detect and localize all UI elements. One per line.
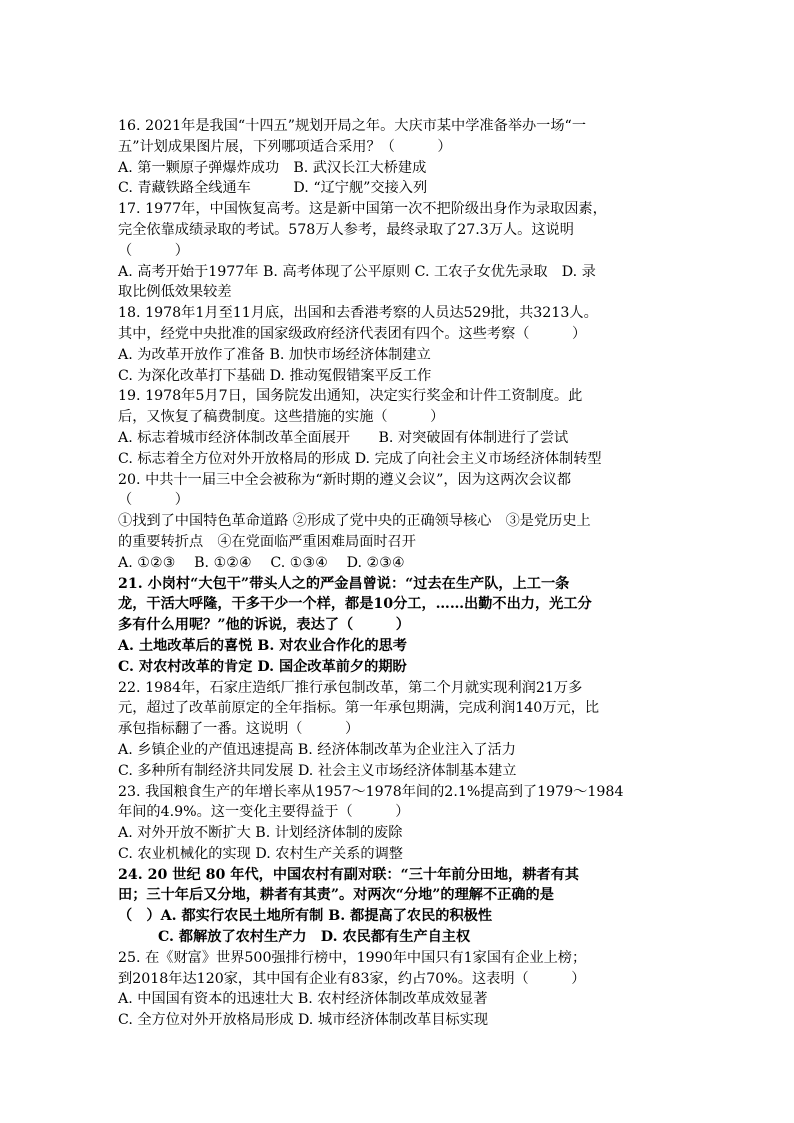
q16-options-cd: C. 青藏铁路全线通车 D. “辽宁舰”交接入列 [118,180,428,197]
q23-options-cd: C. 农业机械化的实现 D. 农村生产关系的调整 [118,845,403,862]
q21-options-ab: A. 土地改革后的喜悦 B. 对农业合作化的思考 [118,637,407,654]
q18-options-cd: C. 为深化改革打下基础 D. 推动冤假错案平反工作 [118,367,432,384]
q22-options-ab: A. 乡镇企业的产值迅速提高 B. 经济体制改革为企业注入了活力 [118,741,516,758]
q20-statements-line-2: 的重要转折点 ④在党面临严重困难局面时召开 [118,533,416,550]
q20-options: A. ①②③ B. ①②④ C. ①③④ D. ②③④ [118,554,405,571]
q19-stem-line-1: 19. 1978年5月7日，国务院发出通知，决定实行奖金和计件工资制度。此 [118,388,583,405]
q25-stem-line-1: 25. 在《财富》世界500强排行榜中，1990年中国只有1家国有企业上榜； [118,949,587,966]
q19-stem-line-2: 后，又恢复了稿费制度。这些措施的实施（ ） [118,409,445,426]
q21-options-cd: C. 对农村改革的肯定 D. 国企改革前夕的期盼 [118,658,407,675]
q16-stem-line-2: 五”计划成果图片展，下列哪项适合采用？（ ） [118,138,452,155]
q24-options-ab: （ ）A. 都实行农民土地所有制 B. 都提高了农民的积极性 [118,908,493,925]
q18-stem-line-2: 其中，经党中央批准的国家级政府经济代表团有四个。这些考察（ ） [118,325,587,342]
q17-stem-line-3: （ ） [118,242,189,259]
q21-stem-line-2: 龙，干活大呼隆，干多干少一个样，都是10分工，……出勤不出力，光工分 [118,596,592,613]
q23-stem-line-2: 年间的4.9%。这一变化主要得益于（ ） [118,804,410,821]
q24-stem-line-2: 田；三十年后又分地，耕者有其责”。对两次“分地”的理解不正确的是 [118,887,554,904]
q16-options-ab: A. 第一颗原子弹爆炸成功 B. 武汉长江大桥建成 [118,159,427,176]
q25-stem-line-2: 到2018年达120家，其中国有企业有83家，约占70%。这表明（ ） [118,970,586,987]
q23-options-ab: A. 对外开放不断扩大 B. 计划经济体制的废除 [118,825,403,842]
question-text-block [118,116,678,1031]
q22-options-cd: C. 多种所有制经济共同发展 D. 社会主义市场经济体制基本建立 [118,762,517,779]
q20-stem-line-2: （ ） [118,492,189,509]
q17-options-line-2: 取比例低效果较差 [118,284,232,301]
q25-options-cd: C. 全方位对外开放格局形成 D. 城市经济体制改革目标实现 [118,1012,489,1029]
q18-options-ab: A. 为改革开放作了准备 B. 加快市场经济体制建立 [118,346,431,363]
q24-stem-line-1: 24. 20 世纪 80 年代，中国农村有副对联：“三十年前分田地，耕者有其 [118,866,579,883]
q19-options-cd: C. 标志着全方位对外开放格局的形成 D. 完成了向社会主义市场经济体制转型 [118,450,602,467]
q20-statements-line-1: ①找到了中国特色革命道路 ②形成了党中央的正确领导核心 ③是党历史上 [118,513,591,530]
q19-options-ab: A. 标志着城市经济体制改革全面展开 B. 对突破固有体制进行了尝试 [118,429,569,446]
q17-options-line-1: A. 高考开始于1977年 B. 高考体现了公平原则 C. 工农子女优先录取 D. 录 [118,263,596,280]
q22-stem-line-2: 元，超过了改革前原定的全年指标。第一年承包期满，完成利润140万元，比 [118,700,600,717]
q24-options-cd: C. 都解放了农村生产力 D. 农民都有生产自主权 [158,929,471,946]
q17-stem-line-1: 17. 1977年，中国恢复高考。这是新中国第一次不把阶级出身作为录取因素， [118,201,607,218]
q23-stem-line-1: 23. 我国粮食生产的年增长率从1957～1978年间的2.1%提高到了1979～1984 [118,783,624,800]
q21-stem-line-3: 多有什么用呢？”他的诉说，表达了（ ） [118,617,410,634]
q25-options-ab: A. 中国国有资本的迅速壮大 B. 农村经济体制改革成效显著 [118,991,488,1008]
q17-stem-line-2: 完全依靠成绩录取的考试。578万人参考，最终录取了27.3万人。这说明 [118,221,574,238]
q21-stem-line-1: 21. 小岗村“大包干”带头人之的严金昌曾说：“过去在生产队，上工一条 [118,575,570,592]
q18-stem-line-1: 18. 1978年1月至11月底，出国和去香港考察的人员达529批，共3213人。 [118,305,598,322]
q20-stem-line-1: 20. 中共十一届三中全会被称为“新时期的遵义会议”，因为这两次会议都 [118,471,572,488]
q22-stem-line-3: 承包指标翻了一番。这说明（ ） [118,721,360,738]
q22-stem-line-1: 22. 1984年，石家庄造纸厂推行承包制改革，第二个月就实现利润21万多 [118,679,583,696]
q16-stem-line-1: 16. 2021年是我国“十四五”规划开局之年。大庆市某中学准备举办一场“一 [118,118,587,134]
